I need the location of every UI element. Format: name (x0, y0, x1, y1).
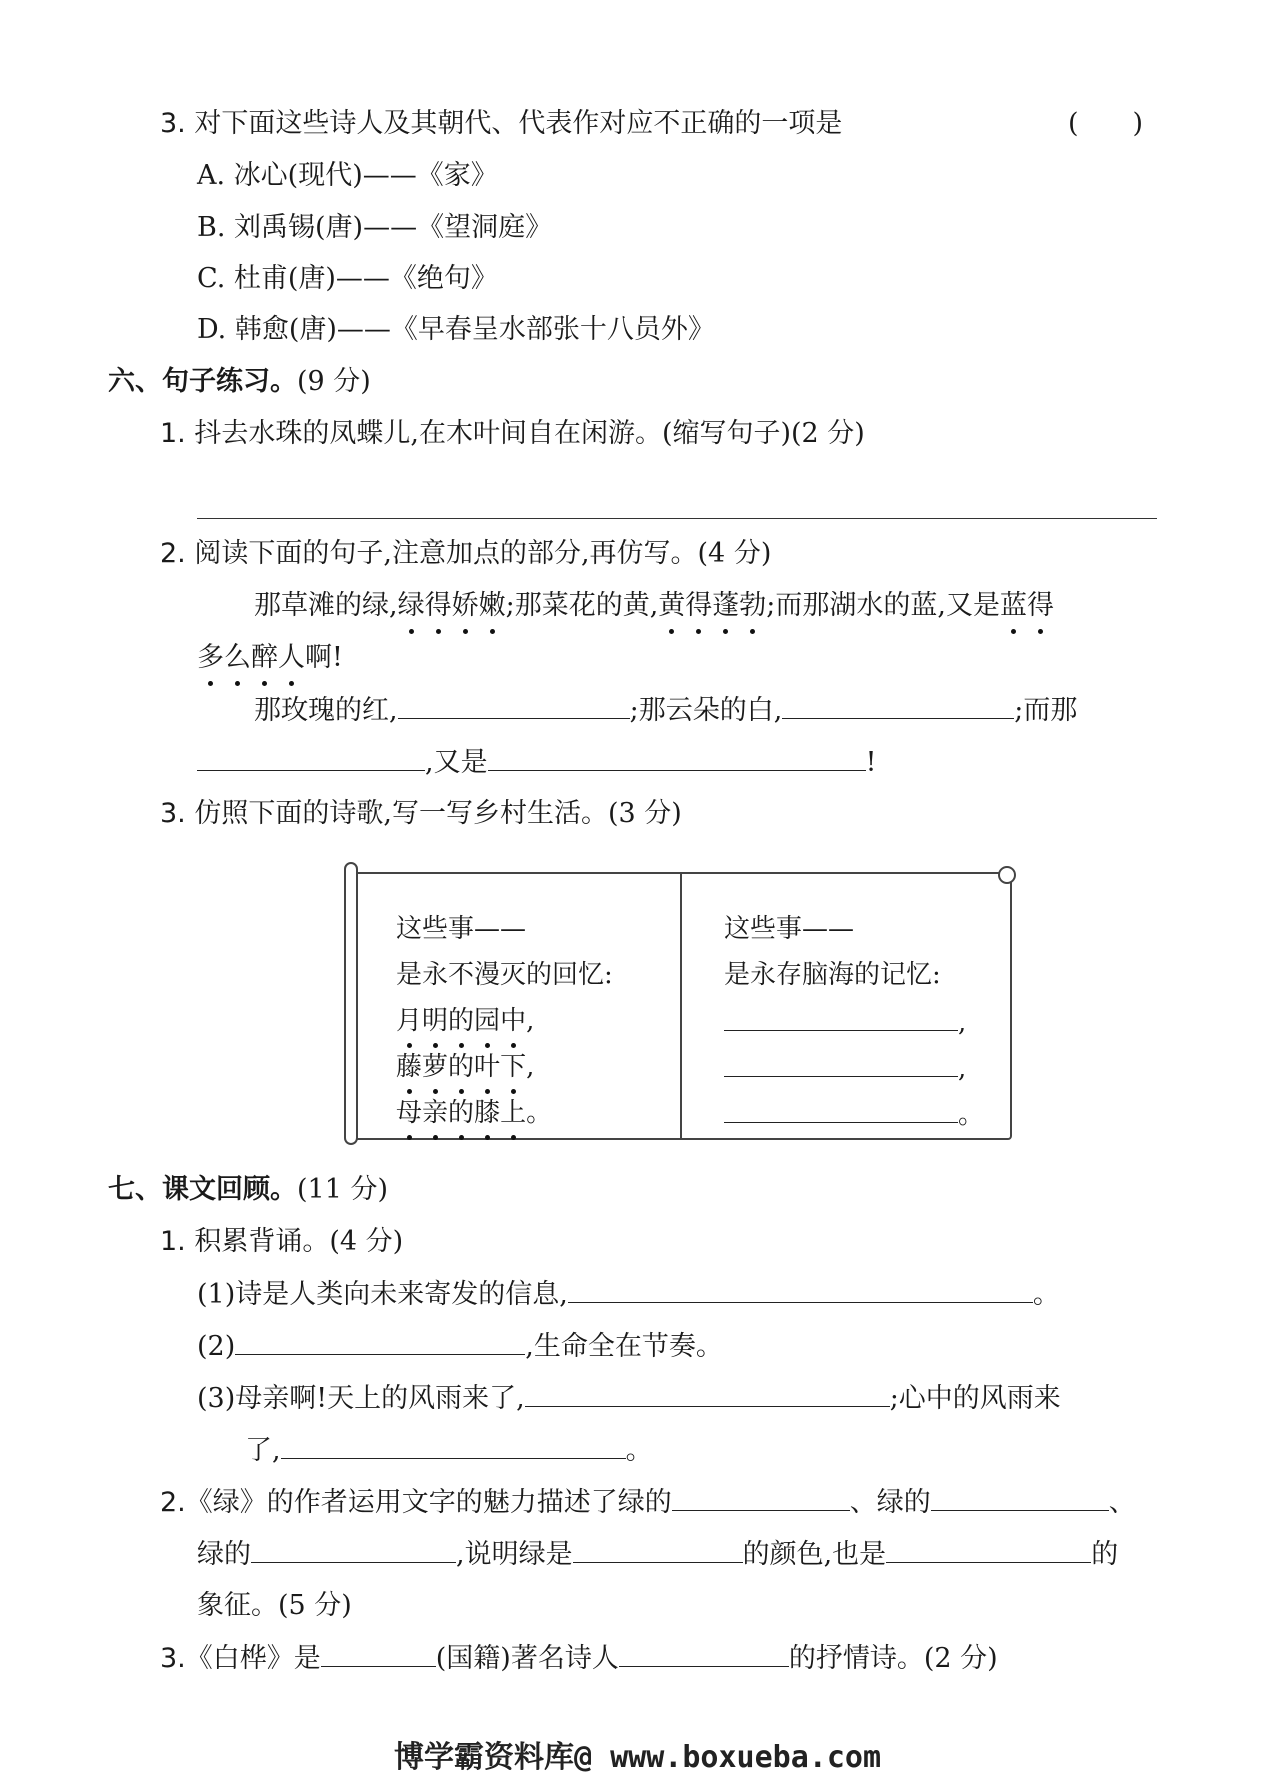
s7-q1-item3 (197, 1380, 1061, 1417)
emphasis-char: 明 (422, 1006, 449, 1036)
section-7-heading (108, 1172, 388, 1208)
s6-q2-fill-line1 (254, 692, 1077, 729)
blank[interactable] (724, 1004, 958, 1031)
dotted-phrase (396, 1098, 552, 1128)
emphasis-char: 得 (425, 588, 452, 624)
example-text: 啊! (305, 642, 343, 673)
s7-q2-number: 2. (160, 1487, 186, 1518)
s7-q2-line2 (197, 1536, 1118, 1573)
emphasis-char: 的 (448, 1098, 475, 1128)
fill-text: 了, (245, 1435, 281, 1466)
s6-q1-number: 1. (160, 418, 186, 449)
scroll-curl (998, 866, 1016, 884)
poem-right-fill3 (724, 1096, 984, 1132)
emphasis-char: 叶 (474, 1052, 501, 1082)
q3-stem: 对下面这些诗人及其朝代、代表作对应不正确的一项是 (194, 108, 843, 139)
s7-q1-number: 1. (160, 1226, 186, 1257)
fill-text: 绿的 (197, 1539, 251, 1570)
emphasis-char: 膝 (474, 1098, 501, 1128)
section-6-heading (108, 364, 371, 400)
fill-text: (国籍)著名诗人 (435, 1643, 619, 1674)
emphasis-char: 得 (685, 588, 712, 624)
fill-text: 。 (958, 1100, 985, 1130)
s7-q1-item3-cont (245, 1432, 653, 1469)
s7-q1-line (160, 1224, 403, 1260)
example-text: 那草滩的绿, (254, 590, 398, 621)
emphasis-char: 黄 (658, 588, 685, 624)
s7-q3-line (160, 1640, 998, 1677)
fill-text: 《绿》的作者运用文字的魅力描述了绿的 (185, 1487, 672, 1518)
emphasis-char: 园 (474, 1006, 501, 1036)
emphasis-char: , (526, 1052, 535, 1082)
fill-text: 。 (625, 1435, 653, 1466)
blank[interactable] (724, 1050, 958, 1077)
s6-q1-line (160, 416, 865, 452)
fill-text: , (958, 1008, 967, 1038)
poem-right-fill2 (724, 1050, 966, 1086)
fill-text: 、 (1108, 1487, 1136, 1518)
blank[interactable] (251, 1536, 456, 1563)
blank[interactable] (568, 1276, 1033, 1303)
q3-answer-paren[interactable]: ( ) (1068, 108, 1144, 139)
fill-text: (1)诗是人类向未来寄发的信息, (197, 1279, 568, 1310)
blank[interactable] (573, 1536, 743, 1563)
q3-stem-line (160, 106, 842, 142)
fill-text: ! (865, 747, 877, 778)
dotted-phrase (1000, 590, 1054, 621)
fill-text: 的抒情诗。(2 分) (788, 1643, 998, 1674)
poem-left-line4 (396, 1050, 534, 1084)
fill-text: ;那云朵的白, (629, 695, 783, 726)
s6-q1-text: 抖去水珠的凤蝶儿,在木叶间自在闲游。(缩写句子)(2 分) (194, 418, 865, 449)
fill-text: 的颜色,也是 (742, 1539, 887, 1570)
poem-scroll (344, 862, 1012, 1145)
fill-text: 。 (1032, 1279, 1060, 1310)
s6-q2-fill-line2 (197, 744, 876, 781)
poem-right-line2: 是永存脑海的记忆: (724, 960, 941, 990)
blank[interactable] (235, 1328, 525, 1355)
s6-q3-line (160, 796, 682, 832)
emphasis-char: 母 (396, 1098, 423, 1128)
s7-q2-line1 (160, 1484, 1136, 1521)
emphasis-char: 嫩 (479, 588, 506, 624)
emphasis-char: 中 (500, 1006, 527, 1036)
emphasis-char: 么 (224, 640, 251, 676)
s7-q3-number: 3. (160, 1643, 186, 1674)
emphasis-char: 。 (526, 1098, 553, 1128)
emphasis-char: , (526, 1006, 535, 1036)
fill-text: 《白桦》是 (185, 1643, 321, 1674)
s7-q1-item1 (197, 1276, 1060, 1313)
blank[interactable] (281, 1432, 626, 1459)
blank[interactable] (672, 1484, 850, 1511)
section-7-score: (11 分) (297, 1174, 389, 1205)
example-text: ;那菜花的黄, (505, 590, 659, 621)
emphasis-char: 勃 (739, 588, 766, 624)
poem-right-line1: 这些事—— (724, 914, 855, 944)
emphasis-char: 上 (500, 1098, 527, 1128)
emphasis-char: 多 (197, 640, 224, 676)
q3-number: 3. (160, 108, 186, 139)
section-7-title: 七、课文回顾。 (108, 1174, 297, 1205)
s6-q1-answer-line[interactable] (197, 518, 1157, 519)
emphasis-char: 人 (278, 640, 305, 676)
dotted-phrase (658, 590, 766, 621)
s7-q1-item2 (197, 1328, 723, 1365)
poem-left-line5 (396, 1096, 552, 1130)
s6-q2-text: 阅读下面的句子,注意加点的部分,再仿写。(4 分) (194, 538, 772, 569)
blank[interactable] (197, 744, 425, 771)
emphasis-char: 下 (500, 1052, 527, 1082)
emphasis-char: 的 (448, 1006, 475, 1036)
q3-option-c: C. 杜甫(唐)——《绝句》 (197, 263, 498, 294)
fill-text: ,说明绿是 (456, 1539, 573, 1570)
fill-text: 那玫瑰的红, (254, 695, 398, 726)
s6-q3-number: 3. (160, 798, 186, 829)
dotted-phrase (398, 590, 506, 621)
q3-option-b: B. 刘禹锡(唐)——《望洞庭》 (197, 212, 553, 243)
s6-q2-number: 2. (160, 538, 186, 569)
blank[interactable] (931, 1484, 1109, 1511)
emphasis-char: 萝 (422, 1052, 449, 1082)
q3-option-a: A. 冰心(现代)——《家》 (197, 160, 498, 191)
fill-text: ,又是 (425, 747, 488, 778)
footer-watermark: 博学霸资料库@ www.boxueba.com (393, 1740, 882, 1775)
s6-q2-example-line2 (197, 640, 343, 676)
blank[interactable] (488, 744, 866, 771)
section-6-title: 六、句子练习。 (108, 366, 297, 397)
poem-left-line1: 这些事—— (396, 914, 527, 944)
poem-left-line2: 是永不漫灭的回忆: (396, 960, 613, 990)
emphasis-char: 得 (1027, 588, 1054, 624)
emphasis-char: 绿 (398, 588, 425, 624)
poem-left-line3 (396, 1004, 534, 1038)
section-6-score: (9 分) (297, 366, 371, 397)
emphasis-char: 蓝 (1000, 588, 1027, 624)
blank[interactable] (619, 1640, 789, 1667)
dotted-phrase (396, 1006, 534, 1036)
emphasis-char: 娇 (452, 588, 479, 624)
s6-q2-example-line1 (254, 588, 1054, 624)
emphasis-char: 藤 (396, 1052, 423, 1082)
fill-text: ;心中的风雨来 (889, 1383, 1061, 1414)
s7-q2-line3: 象征。(5 分) (197, 1590, 352, 1621)
blank[interactable] (321, 1640, 436, 1667)
fill-text: , (958, 1054, 967, 1084)
s6-q3-text: 仿照下面的诗歌,写一写乡村生活。(3 分) (194, 798, 682, 829)
emphasis-char: 蓬 (712, 588, 739, 624)
scroll-divider (680, 874, 682, 1138)
blank[interactable] (782, 692, 1014, 719)
fill-text: (2) (197, 1331, 236, 1362)
scroll-body (352, 872, 1012, 1140)
dotted-phrase (396, 1052, 534, 1082)
blank[interactable] (886, 1536, 1091, 1563)
example-text: ;而那湖水的蓝,又是 (766, 590, 1000, 621)
poem-right-fill1 (724, 1004, 966, 1040)
scroll-rod (344, 862, 358, 1145)
q3-option-d: D. 韩愈(唐)——《早春呈水部张十八员外》 (197, 314, 715, 345)
emphasis-char: 醉 (251, 640, 278, 676)
fill-text: ,生命全在节奏。 (525, 1331, 723, 1362)
emphasis-char: 的 (448, 1052, 475, 1082)
fill-text: 的 (1091, 1539, 1119, 1570)
s7-q1-text: 积累背诵。(4 分) (194, 1226, 404, 1257)
dotted-phrase (197, 642, 305, 673)
blank[interactable] (724, 1096, 958, 1123)
fill-text: (3)母亲啊!天上的风雨来了, (197, 1383, 525, 1414)
emphasis-char: 亲 (422, 1098, 449, 1128)
s6-q2-line (160, 536, 771, 572)
blank[interactable] (398, 692, 630, 719)
emphasis-char: 月 (396, 1006, 423, 1036)
blank[interactable] (525, 1380, 890, 1407)
fill-text: 、绿的 (849, 1487, 931, 1518)
fill-text: ;而那 (1014, 695, 1078, 726)
